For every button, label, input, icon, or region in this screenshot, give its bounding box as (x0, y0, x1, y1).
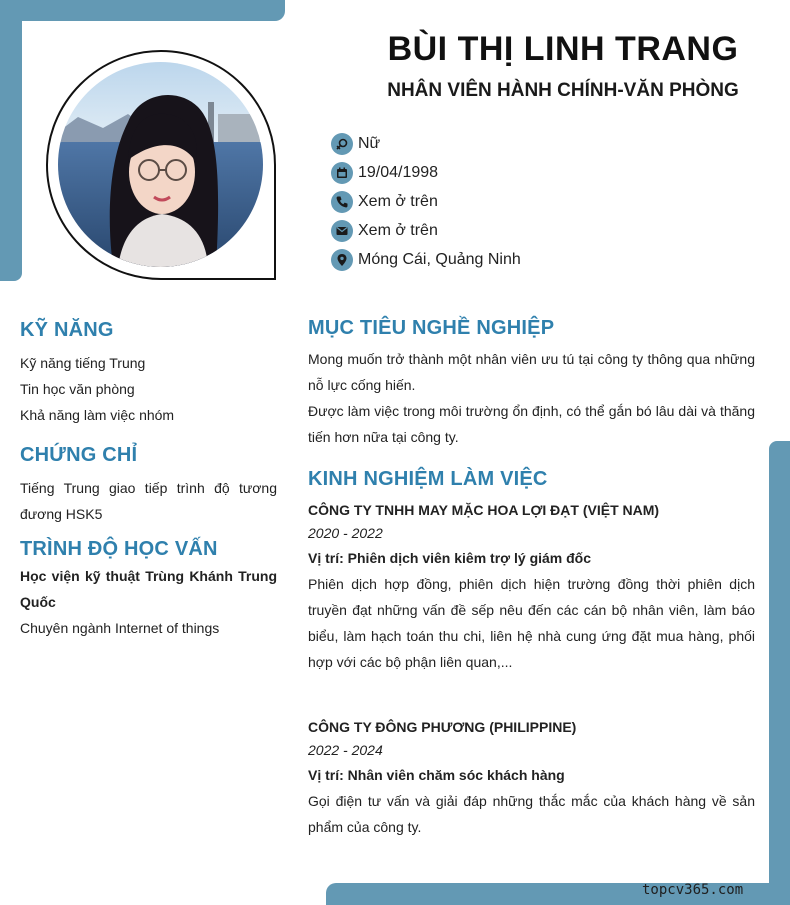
skills-title: KỸ NĂNG (20, 319, 114, 341)
gender-value: Nữ (358, 134, 381, 152)
profile-photo (58, 62, 263, 267)
job-title: NHÂN VIÊN HÀNH CHÍNH-VĂN PHÒNG (387, 80, 739, 101)
objective-title: MỤC TIÊU NGHỀ NGHIỆP (308, 317, 555, 339)
job-position: Vị trí: Nhân viên chăm sóc khách hàng (308, 767, 565, 783)
info-birthday (331, 158, 521, 187)
job-position: Vị trí: Phiên dịch viên kiêm trợ lý giám đốc (308, 550, 592, 566)
job-description: Gọi điện tư vấn và giải đáp những thắc mắc của khách hàng về sản phẩm của công ty. (308, 793, 755, 835)
info-address (331, 245, 521, 274)
education-title: TRÌNH ĐỘ HỌC VẤN (20, 538, 218, 560)
skill-item: Tin học văn phòng (20, 381, 135, 397)
phone-icon (331, 191, 353, 213)
skill-item: Kỹ năng tiếng Trung (20, 355, 146, 371)
education-school: Học viện kỹ thuật Trùng Khánh Trung Quốc (20, 568, 277, 610)
job-company: CÔNG TY TNHH MAY MẶC HOA LỢI ĐẠT (VIỆT NAM) (308, 502, 660, 518)
right-decor-bar (769, 441, 790, 905)
objective-paragraph-2: Được làm việc trong môi trường ổn định, có thể gắn bó lâu dài và thăng tiến hơn nữa tại công ty. (308, 403, 755, 445)
candidate-name: BÙI THỊ LINH TRANG (387, 30, 739, 68)
info-email (331, 216, 521, 245)
certificate-text: Tiếng Trung giao tiếp trình độ tương đương HSK5 (20, 480, 277, 522)
gender-icon (331, 133, 353, 155)
experience-title: KINH NGHIỆM LÀM VIỆC (308, 468, 548, 490)
email-value: Xem ở trên (358, 221, 438, 239)
job-period: 2020 - 2022 (308, 525, 383, 541)
address-value: Móng Cái, Quảng Ninh (358, 250, 521, 268)
objective-paragraph-1: Mong muốn trở thành một nhân viên ưu tú tại công ty thông qua những nỗ lực cống hiến. (308, 351, 755, 393)
certificates-title: CHỨNG CHỈ (20, 444, 138, 466)
job-company: CÔNG TY ĐÔNG PHƯƠNG (PHILIPPINE) (308, 719, 577, 735)
birthday-value: 19/04/1998 (358, 163, 439, 181)
location-pin-icon (331, 249, 353, 271)
phone-value: Xem ở trên (358, 192, 438, 210)
top-decor-bar (0, 0, 285, 21)
job-description: Phiên dịch hợp đồng, phiên dịch hiện trường đồng thời phiên dịch truyền đạt những vấn đề sếp nêu đến các cán bộ nhân viên, làm báo biểu, làm hạch toán thu chi, liên hệ nhà cung ứng đặt mua hàng, phối hợp với các bộ phận liên quan,... (308, 576, 755, 670)
skill-item: Khả năng làm việc nhóm (20, 407, 175, 423)
calendar-icon (331, 162, 353, 184)
left-decor-bar (0, 0, 22, 281)
contact-info (331, 129, 521, 274)
education-major: Chuyên ngành Internet of things (20, 620, 220, 636)
info-phone (331, 187, 521, 216)
job-period: 2022 - 2024 (308, 742, 383, 758)
watermark: topcv365.com (642, 882, 744, 898)
info-gender (331, 129, 521, 158)
email-icon (331, 220, 353, 242)
